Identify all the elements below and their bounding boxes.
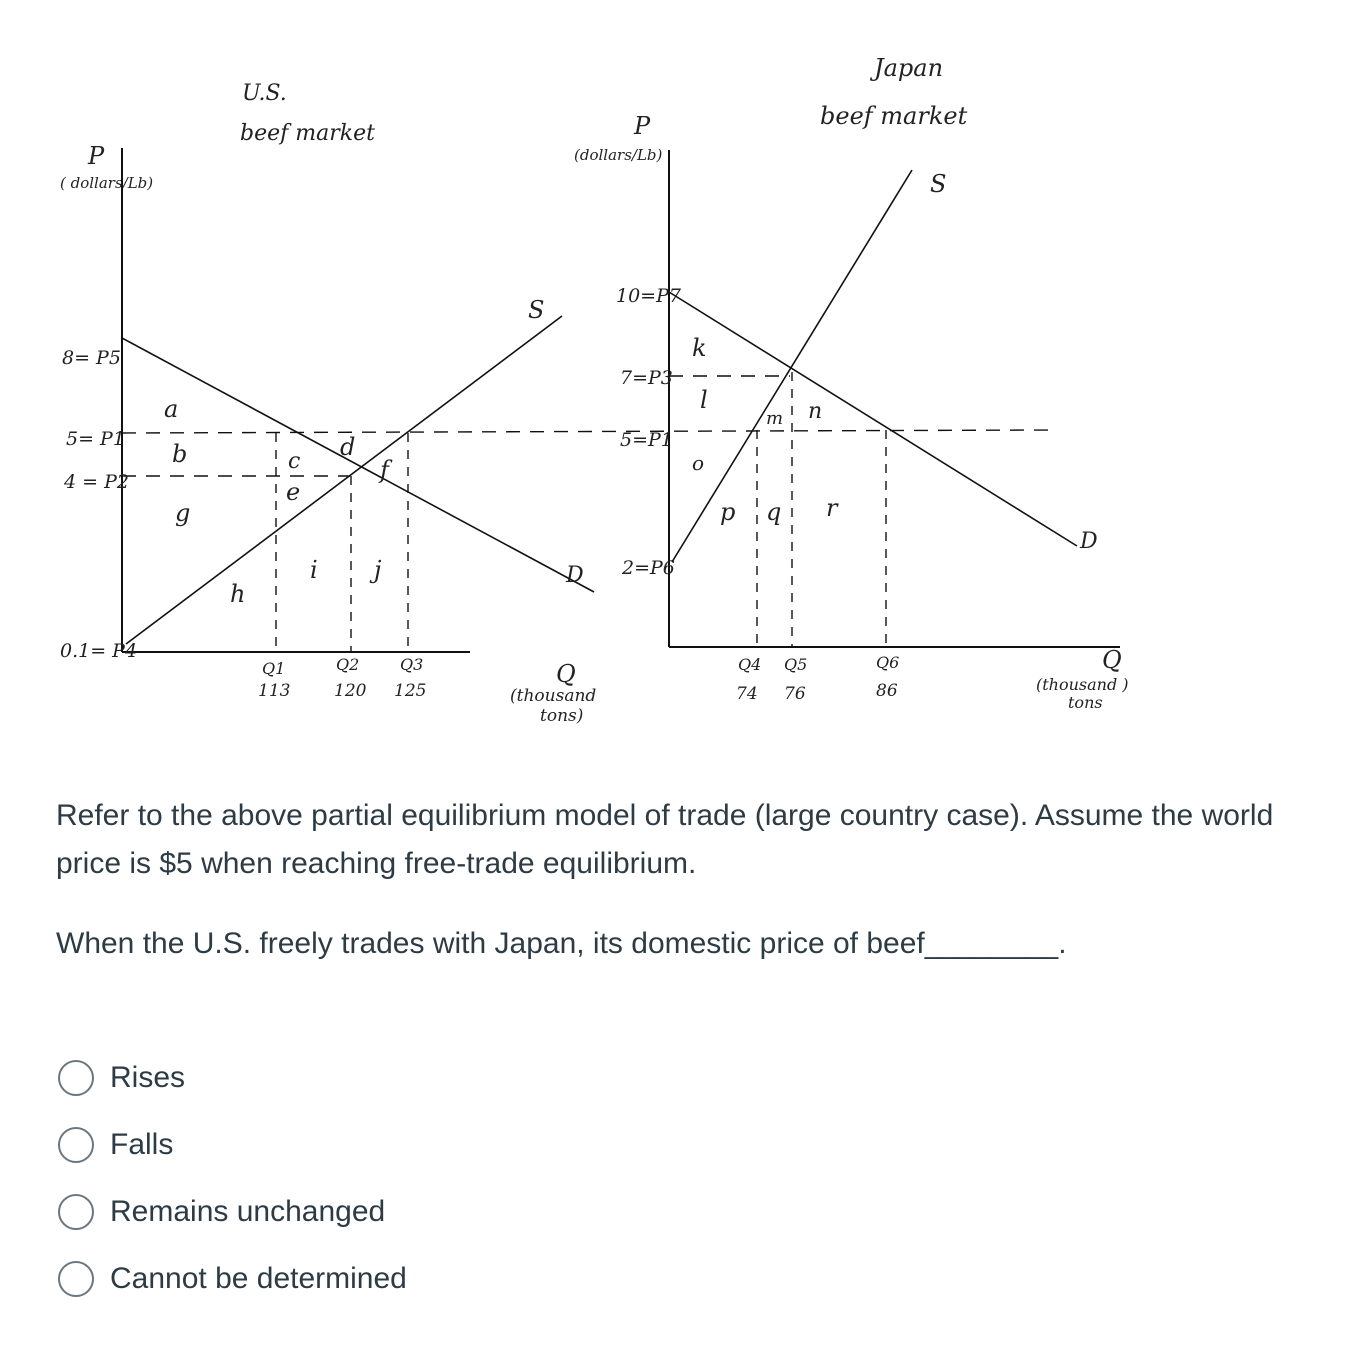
- japan-demand-label: D: [1080, 529, 1098, 554]
- japan-title-line2: beef market: [820, 102, 968, 130]
- area-o: o: [692, 451, 705, 475]
- us-q-unit-line2: tons): [540, 706, 584, 726]
- area-c: c: [288, 449, 301, 474]
- us-q-unit-line1: (thousand: [510, 686, 597, 706]
- radio-button[interactable]: [58, 1127, 94, 1163]
- option-label: Rises: [110, 1060, 186, 1094]
- q3-value: 125: [394, 681, 427, 701]
- area-f: f: [380, 456, 389, 484]
- area-m: m: [766, 408, 784, 429]
- japan-p-unit-label: (dollars/Lb): [574, 146, 663, 164]
- q1-label: Q1: [262, 659, 286, 678]
- japan-q-axis-label: Q: [1102, 646, 1122, 674]
- japan-title-line1: Japan: [874, 54, 944, 82]
- japan-supply-label: S: [930, 170, 947, 198]
- area-k: k: [692, 334, 707, 362]
- japan-price-label-p6: 2=P6: [622, 557, 675, 579]
- us-price-label-p2: 4 = P2: [64, 471, 129, 493]
- area-b: b: [172, 440, 188, 468]
- area-h: h: [230, 580, 246, 608]
- area-d: d: [340, 433, 356, 461]
- radio-button[interactable]: [58, 1261, 94, 1297]
- us-demand-curve: [122, 338, 594, 592]
- question-text: [56, 792, 1306, 1000]
- q5-value: 76: [784, 684, 806, 704]
- us-q-axis-label: Q: [556, 660, 576, 688]
- radio-button[interactable]: [58, 1060, 94, 1096]
- area-r: r: [826, 494, 838, 522]
- area-a: a: [164, 395, 179, 423]
- option-remains-unchanged[interactable]: [58, 1178, 407, 1245]
- area-n: n: [808, 399, 823, 424]
- us-supply-label: S: [528, 296, 545, 324]
- q6-value: 86: [876, 681, 898, 701]
- option-label: Falls: [110, 1127, 174, 1161]
- japan-price-label-p1: 5=P1: [620, 429, 673, 451]
- area-p: p: [720, 498, 736, 526]
- question-paragraph-2: When the U.S. freely trades with Japan, its domestic price of beef________.: [56, 927, 1067, 960]
- japan-q-unit-line2: tons: [1068, 693, 1103, 712]
- q5-label: Q5: [784, 655, 808, 674]
- area-j: j: [374, 556, 382, 584]
- us-price-label-p4: 0.1= P4: [60, 640, 138, 662]
- us-demand-label: D: [566, 563, 584, 588]
- us-price-label-p5: 8= P5: [62, 347, 121, 369]
- q2-value: 120: [334, 681, 367, 701]
- japan-p-axis-label: P: [634, 112, 651, 140]
- us-title-line1: U.S.: [242, 81, 287, 106]
- world-price-dashed-line: [122, 430, 1055, 433]
- area-q: q: [766, 498, 782, 526]
- q2-label: Q2: [336, 655, 360, 674]
- us-p-unit-label: ( dollars/Lb): [60, 174, 154, 192]
- q3-label: Q3: [400, 655, 424, 674]
- japan-supply-curve: [672, 170, 912, 562]
- area-i: i: [310, 556, 318, 584]
- us-supply-curve: [126, 316, 562, 644]
- q6-label: Q6: [876, 653, 900, 672]
- option-label: Remains unchanged: [110, 1194, 386, 1228]
- q4-value: 74: [736, 684, 758, 704]
- japan-price-label-p7: 10=P7: [616, 285, 681, 307]
- us-title-line2: beef market: [240, 121, 375, 146]
- option-rises[interactable]: [58, 1044, 407, 1111]
- question-paragraph-1: Refer to the above partial equilibrium model of trade (large country case). Assume the world price is $5 when reaching free-trade equilibrium.: [56, 799, 1274, 880]
- area-g: g: [175, 499, 191, 527]
- us-p-axis-label: P: [88, 142, 105, 170]
- japan-q-unit-line1: (thousand ): [1036, 675, 1129, 694]
- radio-button[interactable]: [58, 1194, 94, 1230]
- japan-price-label-p3: 7=P3: [620, 367, 673, 389]
- area-e: e: [286, 478, 301, 506]
- q4-label: Q4: [738, 655, 762, 674]
- option-label: Cannot be determined: [110, 1261, 407, 1295]
- option-falls[interactable]: [58, 1111, 407, 1178]
- option-cannot-be-determined[interactable]: [58, 1245, 407, 1312]
- us-price-label-p1: 5= P1: [66, 428, 125, 450]
- answer-options: [58, 1044, 407, 1312]
- area-l: l: [700, 386, 708, 414]
- q1-value: 113: [258, 681, 291, 701]
